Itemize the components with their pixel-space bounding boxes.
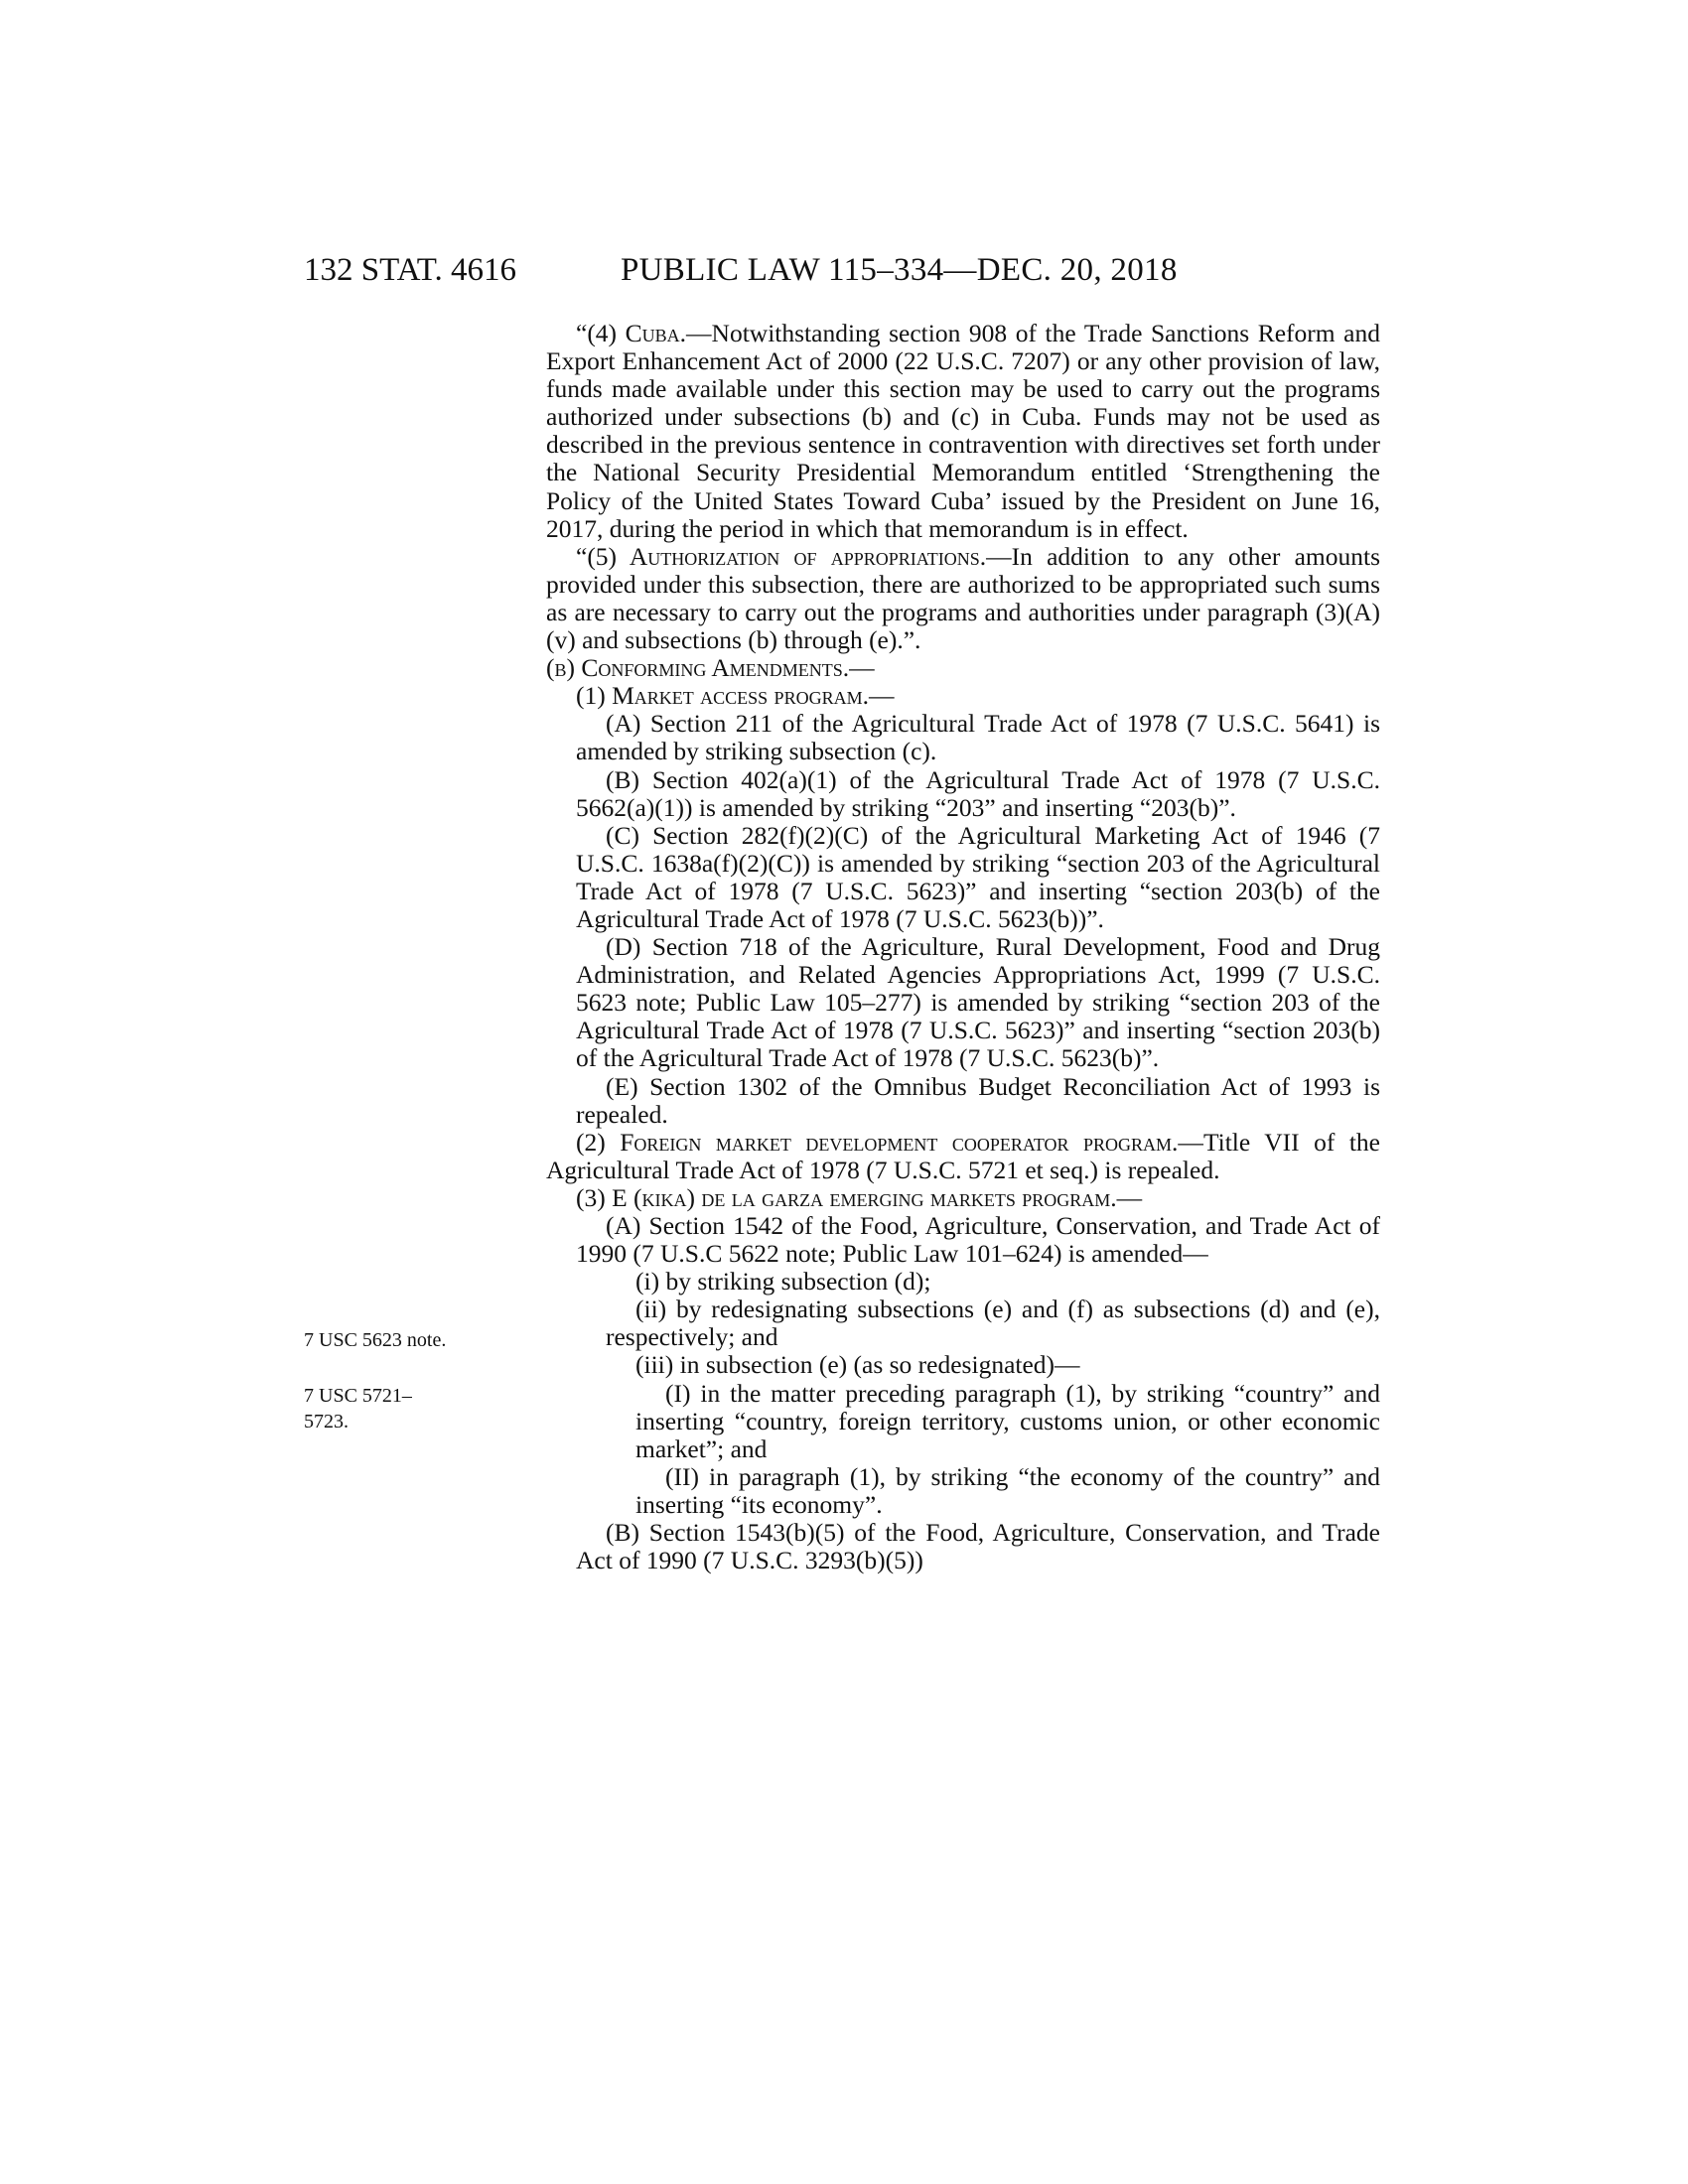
paragraph-b1-heading	[546, 682, 1380, 710]
margin-note-usc-5721: 7 USC 5721–5723.	[304, 1385, 412, 1433]
paragraph-4-cuba	[546, 320, 1380, 543]
paragraph-b2-foreign-market	[546, 1129, 1380, 1184]
statute-page-number: 132 STAT. 4616	[304, 252, 517, 288]
subclause-b3-A-iii-I: (I) in the matter preceding paragraph (1), by striking “country” and inserting “country, foreign territory, customs union, or other economic market”; and	[635, 1378, 1380, 1463]
subclause-b3-A-iii-II: (II) in paragraph (1), by striking “the economy of the country” and inserting “its economy”.	[635, 1461, 1380, 1519]
subparagraph-b1-B: (B) Section 402(a)(1) of the Agricultural Trade Act of 1978 (7 U.S.C. 5662(a)(1)) is amended by striking “203” and inserting “203(b)”.	[576, 764, 1380, 822]
paragraph-5-authorization	[546, 543, 1380, 654]
paragraph-heading: “(5) Authorization of appropriations.—	[576, 541, 1012, 571]
subparagraph-b1-C: (C) Section 282(f)(2)(C) of the Agricultural Marketing Act of 1946 (7 U.S.C. 1638a(f)(2)(C)) is amended by striking “section 203 of the Agricultural Trade Act of 1978 (7 U.S.C. 5623)” and inserting “section 203(b) of the Agricultural Trade Act of 1978 (7 U.S.C. 5623(b))”.	[576, 820, 1380, 933]
subparagraph-b1-E: (E) Section 1302 of the Omnibus Budget Reconciliation Act of 1993 is repealed.	[576, 1071, 1380, 1129]
margin-note-usc-5623: 7 USC 5623 note.	[304, 1329, 447, 1351]
clause-b3-A-iii: (iii) in subsection (e) (as so redesignated)—	[635, 1350, 1080, 1380]
paragraph-heading: (1) Market access program.—	[576, 681, 895, 711]
paragraph-text: In addition to any other amounts provided under this subsection, there are authorized to be appropriated such sums as are necessary to carry out the programs and authorities under paragraph (3)(A)(v) and subsections (b) through (e).”.	[546, 541, 1380, 655]
subparagraph-b1-D: (D) Section 718 of the Agriculture, Rural Development, Food and Drug Administration, and Related Agencies Appropriations Act, 1999 (7 U.S.C. 5623 note; Public Law 105–277) is amended by striking “section 203 of the Agricultural Trade Act of 1978 (7 U.S.C. 5623)” and inserting “section 203(b) of the Agricultural Trade Act of 1978 (7 U.S.C. 5623(b)”.	[576, 932, 1380, 1073]
paragraph-text: Title VII of the Agricultural Trade Act of 1978 (7 U.S.C. 5721 et seq.) is repealed.	[546, 1127, 1380, 1184]
paragraph-b3-heading	[546, 1184, 1380, 1212]
running-head: PUBLIC LAW 115–334—DEC. 20, 2018	[621, 252, 1178, 288]
subsection-heading: (b) Conforming Amendments.—	[546, 653, 875, 683]
clause-b3-A-ii: (ii) by redesignating subsections (e) and (f) as subsections (d) and (e), respectively; and	[606, 1295, 1380, 1352]
statute-text	[546, 320, 1380, 1574]
paragraph-heading: (3) E (kika) de la garza emerging markets program.—	[576, 1182, 1143, 1212]
subparagraph-b3-A: (A) Section 1542 of the Food, Agriculture, Conservation, and Trade Act of 1990 (7 U.S.C 5622 note; Public Law 101–624) is amended—	[576, 1211, 1380, 1269]
subsection-b-heading	[546, 654, 1380, 682]
clause-b3-A-i: (i) by striking subsection (d);	[635, 1267, 931, 1297]
subparagraph-b1-A: (A) Section 211 of the Agricultural Trade Act of 1978 (7 U.S.C. 5641) is amended by striking subsection (c).	[576, 709, 1380, 766]
paragraph-heading: (2) Foreign market development cooperator program.—	[576, 1127, 1203, 1157]
paragraph-text: Notwithstanding section 908 of the Trade Sanctions Reform and Export Enhancement Act of 2000 (22 U.S.C. 7207) or any other provision of law, funds made available under this section may be used to carry out the programs authorized under subsections (b) and (c) in Cuba. Funds may not be used as described in the previous sentence in contravention with directives set forth under the National Security Presidential Memorandum entitled ‘Strengthening the Policy of the United States Toward Cuba’ issued by the President on June 16, 2017, during the period in which that memorandum is in effect.	[546, 319, 1380, 543]
subparagraph-b3-B: (B) Section 1543(b)(5) of the Food, Agriculture, Conservation, and Trade Act of 1990 (7 U.S.C. 3293(b)(5))	[576, 1518, 1380, 1575]
paragraph-heading: “(4) Cuba.—	[576, 319, 712, 347]
